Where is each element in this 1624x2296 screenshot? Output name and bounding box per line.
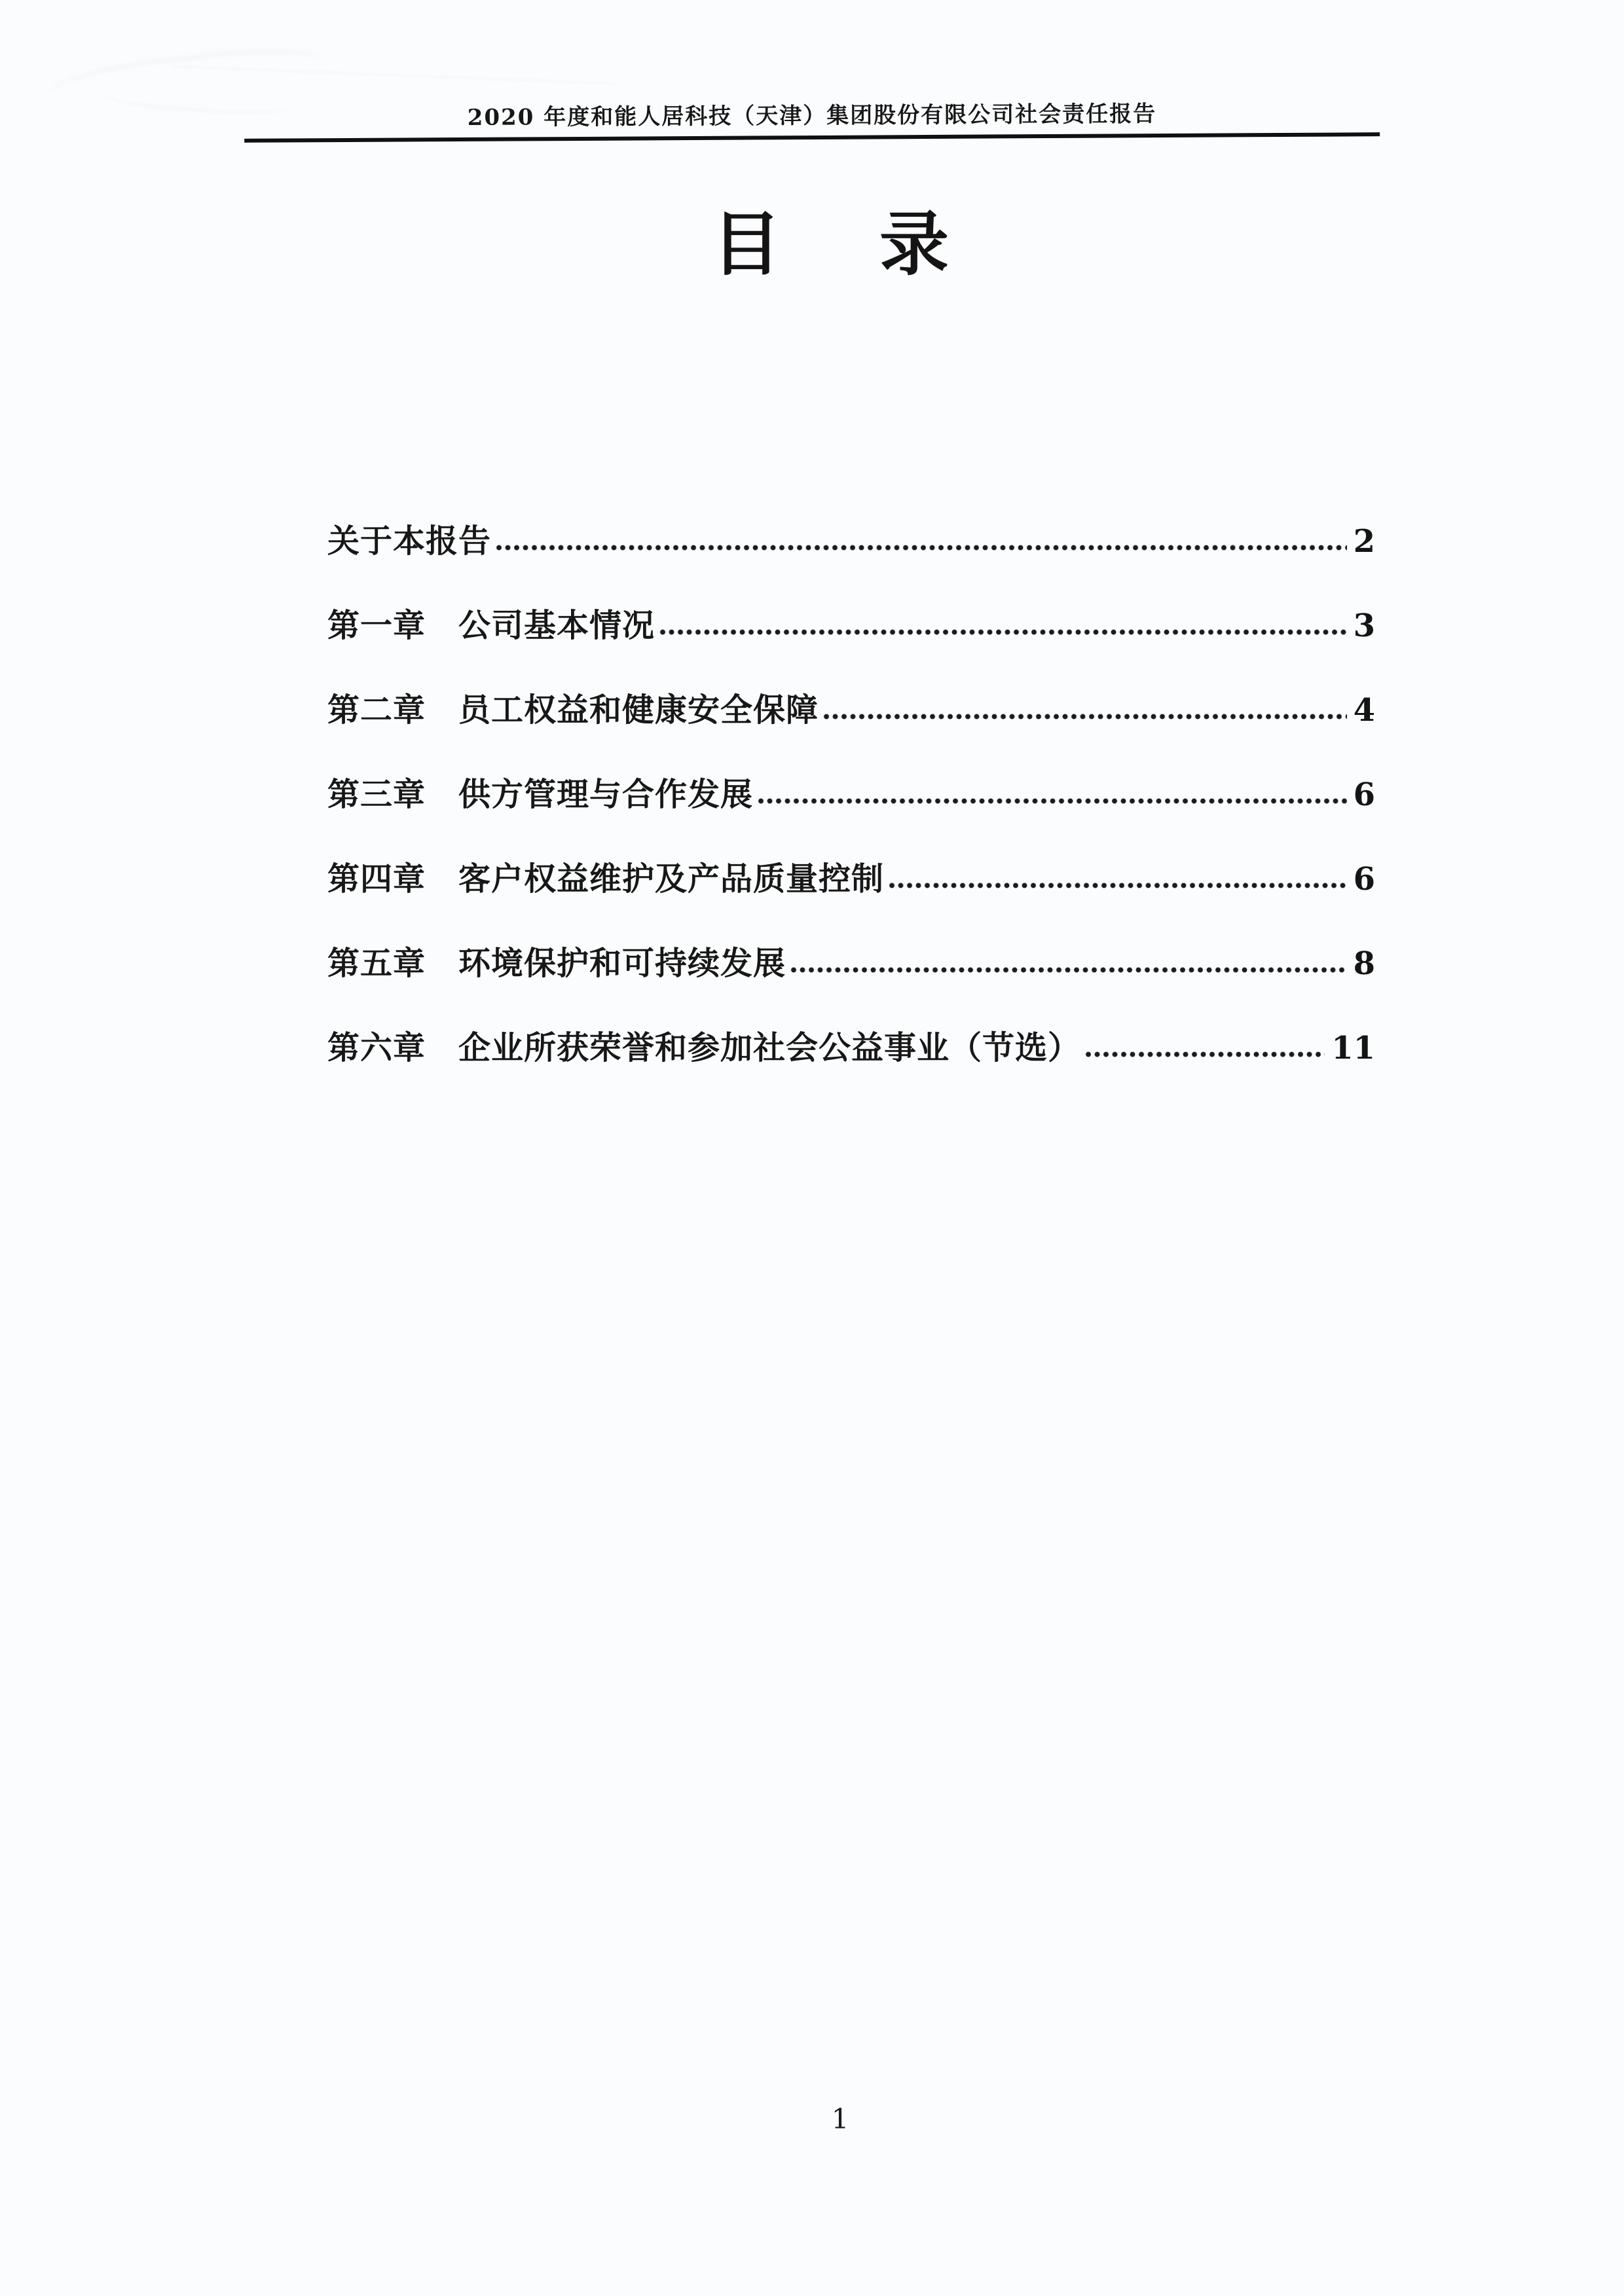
toc-entry-label: 第五章 环境保护和可持续发展 [327, 944, 786, 982]
toc-entry-page-number: 6 [1353, 861, 1375, 898]
toc-entry-label: 第二章 员工权益和健康安全保障 [327, 691, 819, 729]
toc-entry-page-number: 11 [1331, 1030, 1375, 1066]
footer-page-number: 1 [831, 2103, 849, 2135]
toc-entry [327, 583, 1375, 668]
toc-list [327, 499, 1375, 1090]
toc-dot-leader [790, 966, 1347, 974]
report-header-title: 2020 年度和能人居科技（天津）集团股份有限公司社会责任报告 [467, 101, 1157, 131]
toc-dot-leader [822, 712, 1347, 721]
toc-dot-leader [495, 543, 1347, 552]
toc-entry [327, 921, 1375, 1006]
toc-entry-label: 第六章 企业所获荣誉和参加社会公益事业（节选） [327, 1029, 1081, 1066]
page-title-char-left: 目 [712, 203, 781, 285]
page-header [0, 98, 1624, 144]
toc-entry-label: 关于本报告 [327, 522, 492, 560]
toc-entry [327, 668, 1375, 752]
toc-entry-page-number: 3 [1353, 608, 1375, 644]
scan-streak [170, 65, 616, 84]
header-rule [244, 132, 1380, 143]
toc-entry-label: 第一章 公司基本情况 [327, 606, 655, 644]
page-title [0, 203, 1624, 285]
toc-dot-leader [757, 797, 1347, 805]
toc-dot-leader [659, 628, 1347, 636]
toc-entry [327, 499, 1375, 583]
toc-entry-page-number: 6 [1353, 776, 1375, 813]
toc-dot-leader [1084, 1050, 1325, 1059]
toc-entry [327, 1006, 1375, 1090]
toc-entry-label: 第三章 供方管理与合作发展 [327, 775, 754, 813]
toc-dot-leader [888, 881, 1347, 890]
toc-entry-label: 第四章 客户权益维护及产品质量控制 [327, 860, 885, 898]
toc-entry [327, 752, 1375, 837]
toc-entry [327, 837, 1375, 921]
page-footer [0, 2103, 1624, 2136]
toc-entry-page-number: 2 [1353, 523, 1375, 560]
page-title-char-right: 录 [879, 203, 949, 285]
toc-entry-page-number: 8 [1353, 945, 1375, 982]
toc-entry-page-number: 4 [1353, 692, 1375, 729]
